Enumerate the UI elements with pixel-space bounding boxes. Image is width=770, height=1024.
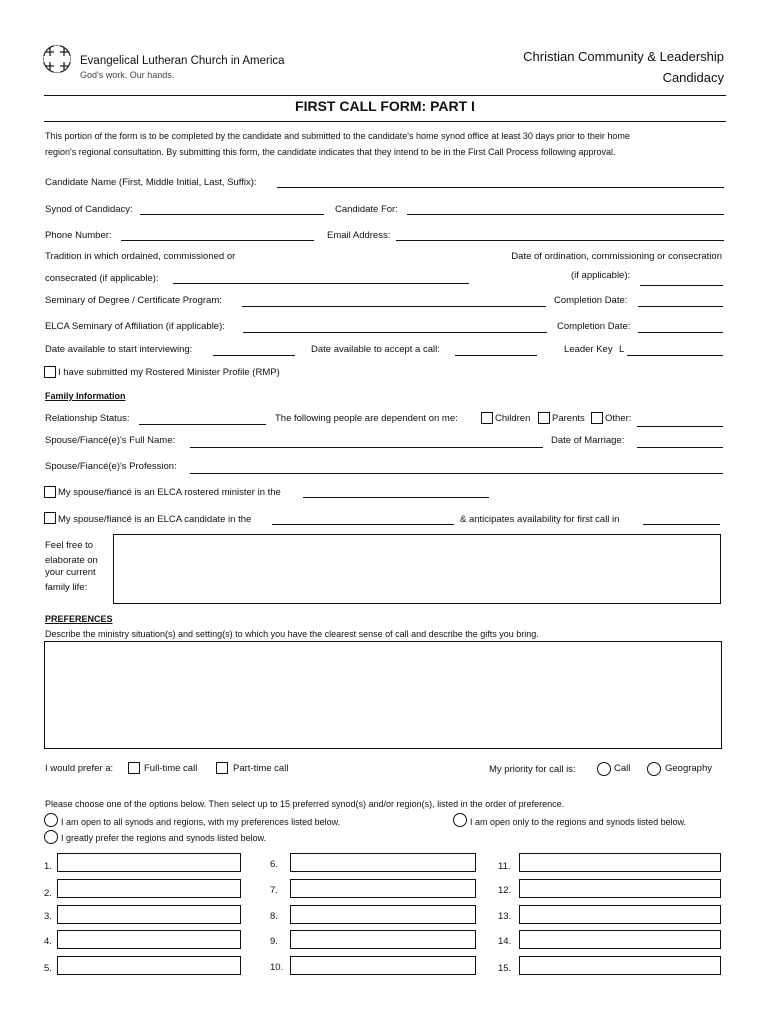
list-number-3: 3. [44,911,52,922]
email-label: Email Address: [327,230,391,241]
tradition-label-2: consecrated (if applicable): [45,273,159,284]
prefer-label: I would prefer a: [45,763,114,774]
synod-field[interactable] [140,214,324,215]
spouse-rostered-field[interactable] [303,497,489,498]
completion-date-label-2: Completion Date: [557,321,631,332]
list-number-4: 4. [44,936,52,947]
spouse-candidate-label: My spouse/fiancé is an ELCA candidate in the [58,514,252,525]
intro-text-1: This portion of the form is to be completed by the candidate and submitted to the candidate's home synod office at least 30 days prior to their home [45,131,630,141]
list-number-2: 2. [44,888,52,899]
date-ordination-label-1: Date of ordination, commissioning or consecration [511,251,722,262]
preference-field-6[interactable] [290,853,476,872]
elca-seminary-label: ELCA Seminary of Affiliation (if applicable): [45,321,225,332]
parents-checkbox[interactable] [538,412,550,424]
open-only-radio[interactable] [453,813,467,827]
elaborate-label-2: elaborate on [45,555,98,566]
list-number-1: 1. [44,861,52,872]
date-ordination-label-2: (if applicable): [571,270,631,281]
list-number-5: 5. [44,963,52,974]
greatly-prefer-label: I greatly prefer the regions and synods listed below. [61,833,267,843]
preference-field-10[interactable] [290,956,476,975]
relationship-label: Relationship Status: [45,413,130,424]
date-interviewing-label: Date available to start interviewing: [45,344,193,355]
rmp-checkbox[interactable] [44,366,56,378]
elca-logo-icon [42,44,72,74]
completion-date-field-1[interactable] [638,306,723,307]
phone-field[interactable] [121,240,314,241]
seminary-degree-field[interactable] [242,306,546,307]
spouse-profession-label: Spouse/Fiancé(e)'s Profession: [45,461,177,472]
list-number-15: 15. [498,963,512,974]
geography-label: Geography [665,763,713,774]
list-number-7: 7. [270,885,278,896]
part-time-checkbox[interactable] [216,762,228,774]
list-number-14: 14. [498,936,512,947]
leader-key-label: Leader Key [564,344,613,355]
candidate-name-label: Candidate Name (First, Middle Initial, Last, Suffix): [45,177,257,188]
preference-field-5[interactable] [57,956,241,975]
completion-date-label-1: Completion Date: [554,295,628,306]
completion-date-field-2[interactable] [638,332,723,333]
page-title: FIRST CALL FORM: PART I [295,98,475,114]
open-only-label: I am open only to the regions and synods listed below. [470,817,687,827]
spouse-profession-field[interactable] [190,473,723,474]
marriage-date-label: Date of Marriage: [551,435,625,446]
org-name: Evangelical Lutheran Church in America [80,55,285,67]
preference-field-12[interactable] [519,879,721,898]
parents-label: Parents [552,413,585,424]
spouse-rostered-checkbox[interactable] [44,486,56,498]
list-number-12: 12. [498,885,512,896]
children-checkbox[interactable] [481,412,493,424]
preference-field-13[interactable] [519,905,721,924]
family-heading: Family Information [45,391,126,401]
ministry-description-textarea[interactable] [44,641,722,749]
full-time-checkbox[interactable] [128,762,140,774]
other-label: Other: [605,413,632,424]
call-label: Call [614,763,631,774]
list-number-9: 9. [270,936,278,947]
email-field[interactable] [396,240,724,241]
preference-field-3[interactable] [57,905,241,924]
date-interviewing-field[interactable] [213,355,295,356]
open-all-label: I am open to all synods and regions, with my preferences listed below. [61,817,341,827]
list-number-8: 8. [270,911,278,922]
synod-label: Synod of Candidacy: [45,204,133,215]
list-number-13: 13. [498,911,512,922]
anticipates-label: & anticipates availability for first call in [460,514,620,525]
preference-field-14[interactable] [519,930,721,949]
full-time-label: Full-time call [144,763,198,774]
choose-instruction: Please choose one of the options below. Then select up to 15 preferred synod(s) and/or region(s), listed in the order of preference. [45,799,565,809]
preference-field-9[interactable] [290,930,476,949]
part-time-label: Part-time call [233,763,289,774]
preference-field-15[interactable] [519,956,721,975]
spouse-candidate-checkbox[interactable] [44,512,56,524]
leader-key-field[interactable] [627,355,723,356]
seminary-degree-label: Seminary of Degree / Certificate Program: [45,295,222,306]
rmp-label: I have submitted my Rostered Minister Profile (RMP) [58,367,280,378]
priority-label: My priority for call is: [489,764,576,775]
preference-field-11[interactable] [519,853,721,872]
program-line-2: Candidacy [662,70,724,85]
tradition-field[interactable] [173,283,469,284]
other-checkbox[interactable] [591,412,603,424]
preference-field-8[interactable] [290,905,476,924]
greatly-prefer-radio[interactable] [44,830,58,844]
elaborate-label-1: Feel free to [45,540,94,551]
leader-key-prefix: L [619,344,625,355]
candidate-for-field[interactable] [407,214,724,215]
spouse-rostered-label: My spouse/fiancé is an ELCA rostered minister in the [58,487,281,498]
intro-text-2: region's regional consultation. By submitting this form, the candidate indicates that they intend to be in the First Call Process following approval. [45,147,616,157]
call-radio[interactable] [597,762,611,776]
date-accept-label: Date available to accept a call: [311,344,440,355]
preference-field-4[interactable] [57,930,241,949]
preferences-heading: PREFERENCES [45,614,113,624]
open-all-radio[interactable] [44,813,58,827]
dependents-label: The following people are dependent on me: [275,413,458,424]
date-accept-field[interactable] [455,355,537,356]
preference-field-2[interactable] [57,879,241,898]
program-line-1: Christian Community & Leadership [523,49,724,64]
preference-field-1[interactable] [57,853,241,872]
elaborate-label-4: family life: [45,582,88,593]
children-label: Children [495,413,531,424]
phone-label: Phone Number: [45,230,112,241]
title-rule [44,121,726,122]
elca-seminary-field[interactable] [243,332,547,333]
preference-field-7[interactable] [290,879,476,898]
list-number-11: 11. [498,861,511,872]
spouse-name-field[interactable] [190,447,543,448]
anticipates-field[interactable] [643,524,720,525]
geography-radio[interactable] [647,762,661,776]
spouse-candidate-field[interactable] [272,524,454,525]
elaborate-label-3: your current [45,567,96,578]
tradition-label-1: Tradition in which ordained, commissioned or [45,251,236,262]
candidate-for-label: Candidate For: [335,204,398,215]
list-number-10: 10. [270,962,284,973]
list-number-6: 6. [270,859,278,870]
relationship-field[interactable] [139,424,266,425]
family-life-textarea[interactable] [113,534,721,604]
other-field[interactable] [637,426,723,427]
preferences-describe: Describe the ministry situation(s) and setting(s) to which you have the clearest sense of call and describe the gifts you bring. [45,629,539,639]
spouse-name-label: Spouse/Fiancé(e)'s Full Name: [45,435,176,446]
marriage-date-field[interactable] [637,447,723,448]
candidate-name-field[interactable] [277,187,724,188]
date-ordination-field[interactable] [640,285,723,286]
header-rule [44,95,726,96]
tagline: God's work. Our hands. [80,70,175,80]
